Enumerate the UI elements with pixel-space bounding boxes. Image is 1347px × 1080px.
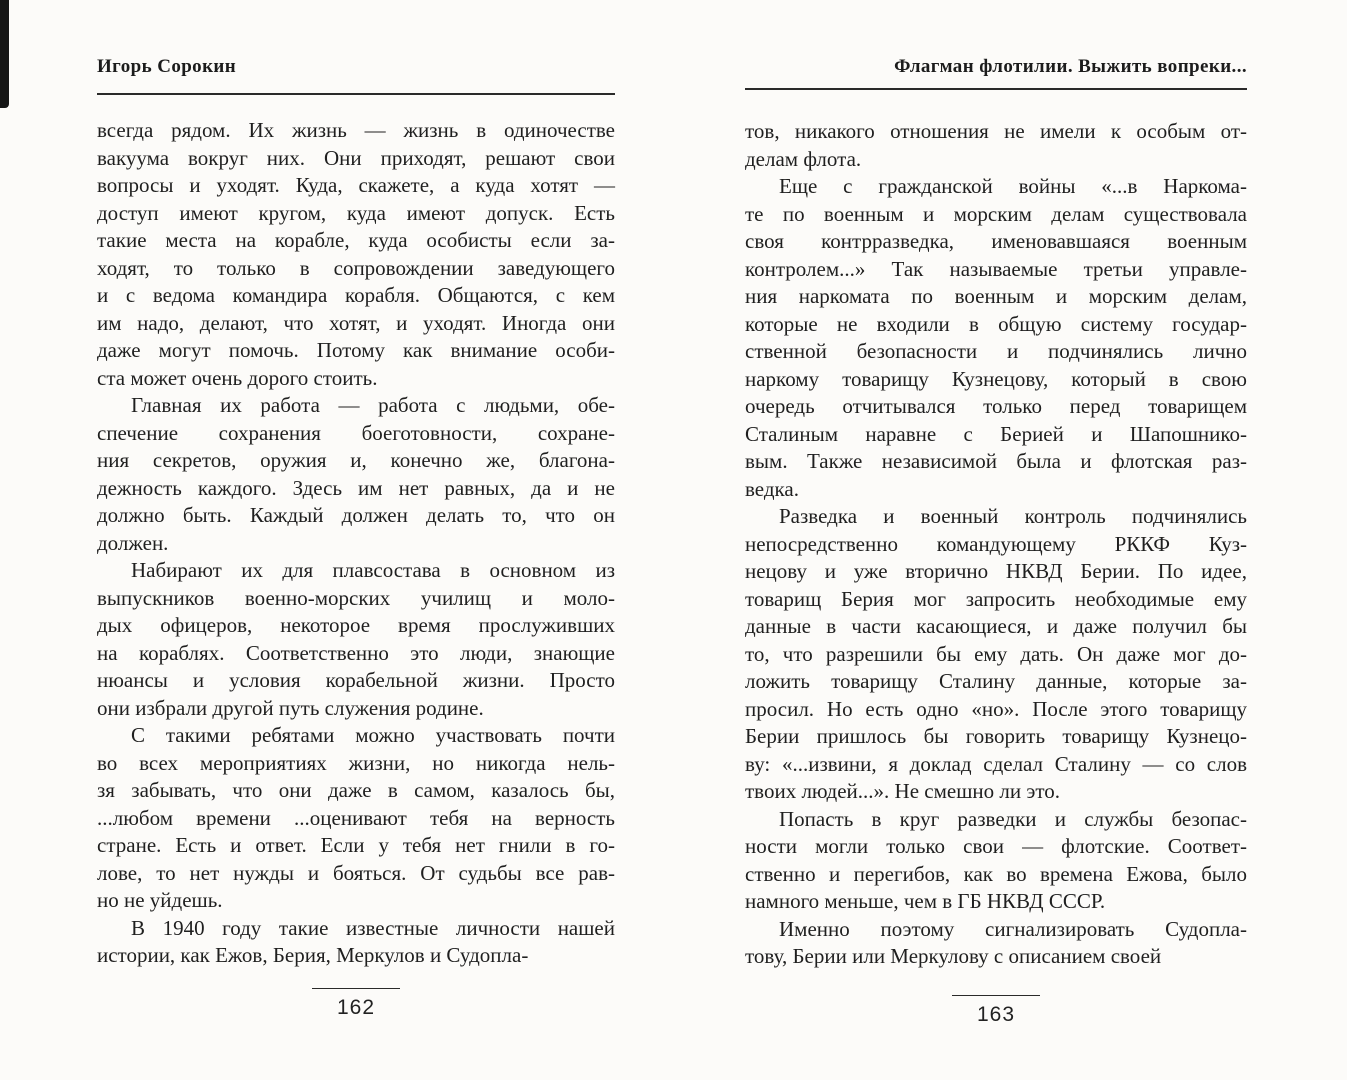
paragraph xyxy=(745,173,1247,503)
text-line: дых офицеров, некоторое время прослуживших xyxy=(97,613,615,637)
header-rule xyxy=(745,88,1247,90)
text-line: ния наркомата по военным и морским делам, xyxy=(745,284,1247,308)
right-page-footer xyxy=(745,995,1247,1027)
paragraph xyxy=(97,915,615,970)
paragraph xyxy=(97,722,615,915)
text-line: выпускников военно-морских училищ и моло- xyxy=(97,585,615,610)
text-line: всегда рядом. Их жизнь — жизнь в одиночестве xyxy=(97,118,615,142)
text-line: ходят, то только в сопровождении заведующего xyxy=(97,255,615,280)
text-line: Сталиным наравне с Берией и Шапошнико- xyxy=(745,421,1247,446)
text-line: такие места на корабле, куда особисты если за- xyxy=(97,228,615,252)
text-line: вопросы и уходят. Куда, скажете, а куда хотят — xyxy=(97,173,615,197)
text-line: ста может очень дорого стоить. xyxy=(97,365,378,390)
text-line: они избрали другой путь служения родине. xyxy=(97,695,484,720)
footer-rule xyxy=(312,988,400,989)
paragraph xyxy=(745,916,1247,971)
text-line: ственно и перегибов, как во времена Ежова, было xyxy=(745,861,1247,886)
text-line: С такими ребятами можно участвовать почти xyxy=(131,723,615,747)
text-line: тову, Берии или Меркулову с описанием своей xyxy=(745,944,1162,968)
text-line: доступ имеют кругом, куда имеют допуск. Есть xyxy=(97,200,615,225)
text-line: нецову и уже вторично НКВД Берии. По идее, xyxy=(745,559,1247,583)
paragraph xyxy=(97,117,615,392)
text-line: товарищ Берия мог запросить необходимые ему xyxy=(745,586,1247,611)
text-line: Набирают их для плавсостава в основном из xyxy=(131,558,615,582)
text-line: дежность каждого. Здесь им нет равных, да и не xyxy=(97,475,615,500)
running-header-author: Игорь Сорокин xyxy=(97,56,237,77)
text-line: на кораблях. Соответственно это люди, знающие xyxy=(97,640,615,665)
page-number: 162 xyxy=(336,996,376,1019)
text-line: ву: «...извини, я доклад сделал Сталину — со слов xyxy=(745,751,1247,776)
right-page-text xyxy=(745,118,1247,971)
paragraph xyxy=(745,118,1247,173)
paragraph xyxy=(97,392,615,557)
text-line: спечение сохранения боеготовности, сохране- xyxy=(97,420,615,445)
text-line: данные в части касающиеся, и даже получил бы xyxy=(745,614,1247,638)
text-line: должно быть. Каждый должен делать то, что он xyxy=(97,503,615,527)
right-page-header xyxy=(745,55,1247,90)
footer-rule xyxy=(952,995,1040,996)
header-rule xyxy=(97,93,615,95)
text-line: даже могут помочь. Потому как внимание особи- xyxy=(97,338,615,362)
text-line: контролем...» Так называемые третьи управле- xyxy=(745,256,1247,281)
text-line: нюансы и условия корабельной жизни. Просто xyxy=(97,668,615,692)
paragraph xyxy=(97,557,615,722)
text-line: ведка. xyxy=(745,476,799,501)
running-header-title: Флагман флотилии. Выжить вопреки... xyxy=(894,56,1247,77)
text-line: намного меньше, чем в ГБ НКВД СССР. xyxy=(745,889,1106,913)
scan-edge-artifact xyxy=(0,0,9,108)
text-line: должен. xyxy=(97,530,169,555)
text-line: делам флота. xyxy=(745,146,862,171)
text-line: которые не входили в общую систему государ- xyxy=(745,311,1247,336)
text-line: непосредственно командующему РККФ Куз- xyxy=(745,531,1247,556)
text-line: ния секретов, оружия и, конечно же, благона- xyxy=(97,448,615,472)
text-line: ственной безопасности и подчинялись лично xyxy=(745,339,1247,363)
text-line: Попасть в круг разведки и службы безопас- xyxy=(779,806,1247,831)
text-line: Именно поэтому сигнализировать Судопла- xyxy=(779,916,1247,941)
text-line: твоих людей...». Не смешно ли это. xyxy=(745,779,1060,803)
paragraph xyxy=(745,806,1247,916)
text-line: ности могли только свои — флотские. Соответ- xyxy=(745,834,1247,858)
text-line: Еще с гражданской войны «...в Наркома- xyxy=(779,174,1247,198)
text-line: истории, как Ежов, Берия, Меркулов и Судопла- xyxy=(97,943,529,967)
text-line: вакуума вокруг них. Они приходят, решают свои xyxy=(97,145,615,170)
text-line: те по военным и морским делам существовала xyxy=(745,201,1247,226)
text-line: наркому товарищу Кузнецову, который в свою xyxy=(745,366,1247,391)
text-line: и с ведома командира корабля. Общаются, с кем xyxy=(97,283,615,307)
text-line: Главная их работа — работа с людьми, обе- xyxy=(131,393,615,417)
page-number: 163 xyxy=(976,1003,1016,1026)
text-line: ложить товарищу Сталину данные, которые за- xyxy=(745,669,1247,693)
text-line: В 1940 году такие известные личности нашей xyxy=(131,915,615,940)
text-line: им надо, делают, что хотят, и уходят. Иногда они xyxy=(97,310,615,335)
text-line: Разведка и военный контроль подчинялись xyxy=(779,504,1247,528)
text-line: но не уйдешь. xyxy=(97,888,223,912)
text-line: ...любом времени ...оценивают тебя на верность xyxy=(97,805,615,830)
text-line: тов, никакого отношения не имели к особым от- xyxy=(745,119,1247,143)
text-line: зя забывать, что они даже в самом, казалось бы, xyxy=(97,778,615,802)
text-line: вым. Также независимой была и флотская раз- xyxy=(745,449,1247,473)
text-line: лове, то нет нужды и бояться. От судьбы все рав- xyxy=(97,860,615,885)
text-line: очередь отчитывался только перед товарищем xyxy=(745,394,1247,418)
paragraph xyxy=(745,503,1247,806)
left-page-footer xyxy=(97,988,615,1020)
left-page-header xyxy=(97,55,615,95)
text-line: то, что разрешили бы ему дать. Он даже мог до- xyxy=(745,641,1247,666)
left-page xyxy=(97,55,615,1055)
text-line: своя контрразведка, именовавшаяся военным xyxy=(745,229,1247,253)
text-line: Берии пришлось бы говорить товарищу Кузнецо- xyxy=(745,724,1247,748)
left-page-text xyxy=(97,117,615,970)
text-line: просил. Но есть одно «но». После этого товарищу xyxy=(745,696,1247,721)
text-line: стране. Есть и ответ. Если у тебя нет гнили в го- xyxy=(97,833,615,857)
text-line: во всех мероприятиях жизни, но никогда нель- xyxy=(97,750,615,775)
right-page xyxy=(745,55,1247,1055)
